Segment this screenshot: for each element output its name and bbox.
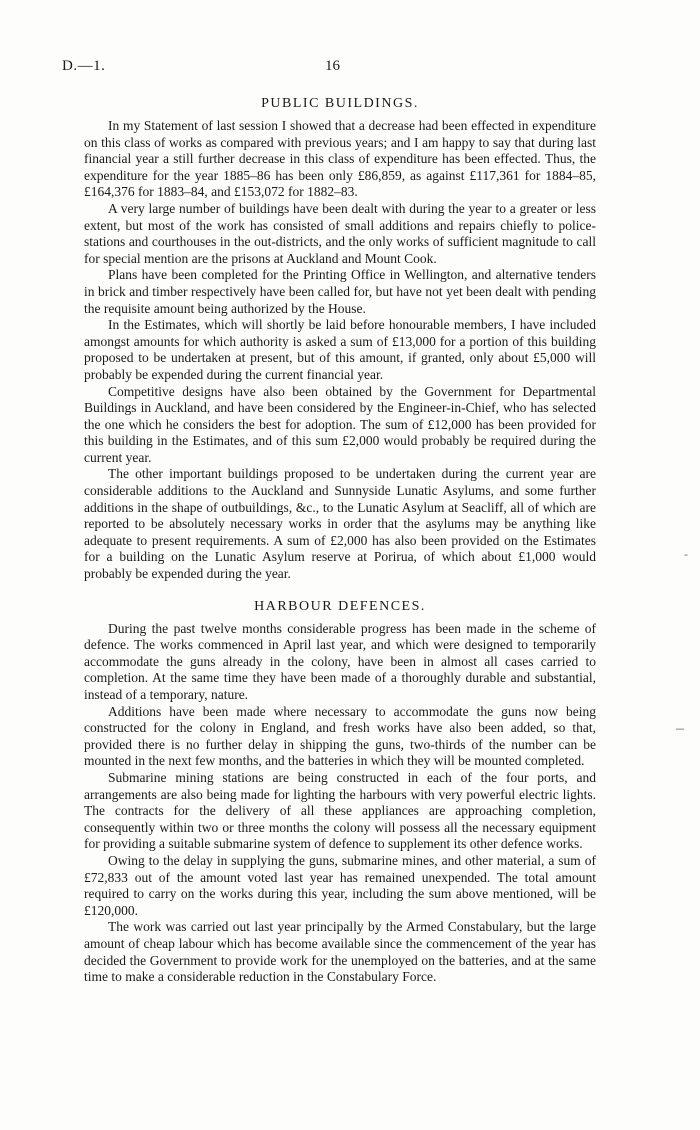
paragraph: Plans have been completed for the Printing Office in Wellington, and alternative tenders in brick and timber respectively have been called for, but have not yet been dealt with pending the requisite amount being authorized by the House. xyxy=(84,267,596,316)
page-number: 16 xyxy=(325,58,340,74)
paragraph: The work was carried out last year principally by the Armed Constabulary, but the large amount of cheap labour which has become available since the commencement of the year has decided the Government to provide work for the unemployed on the batteries, and at the same time to make a considerable reduction in the Constabulary Force. xyxy=(84,919,596,985)
paragraph: In the Estimates, which will shortly be laid before honourable members, I have included amongst amounts for which authority is asked a sum of £13,000 for a portion of this building proposed to be undertaken at present, but of this amount, if granted, only about £5,000 will probably be expended during the current financial year. xyxy=(84,317,596,382)
page-body xyxy=(84,96,596,986)
paragraph: Competitive designs have also been obtained by the Government for Departmental Buildings in Auckland, and have been considered by the Engineer-in-Chief, who has selected the one which he considers the best for adoption. The sum of £12,000 has been provided for this building in the Estimates, and of this sum £2,000 would probably be required during the current year. xyxy=(84,383,596,465)
paragraph: Submarine mining stations are being constructed in each of the four ports, and arrangements are also being made for lighting the harbours with very powerful electric lights. The contracts for the delivery of all these appliances are approaching completion, consequently within two or three months the colony will possess all the necessary equipment for providing a suitable submarine system of defence to supplement its other defence works. xyxy=(84,769,596,852)
paragraph: During the past twelve months considerable progress has been made in the scheme of defence. The works commenced in April last year, and which were designed to temporarily accommodate the guns already in the colony, have been in almost all cases carried to completion. At the same time they have been made of a thoroughly durable and substantial, instead of a temporary, nature. xyxy=(84,620,596,702)
margin-mark: - xyxy=(684,547,688,561)
section-harbour-defences xyxy=(84,599,596,986)
section-title: HARBOUR DEFENCES. xyxy=(254,598,426,614)
document-reference: D.—1. xyxy=(62,58,106,74)
section-public-buildings xyxy=(84,96,596,583)
paragraph: Owing to the delay in supplying the guns, submarine mines, and other material, a sum of £72,833 out of the amount voted last year has remained unexpended. The total amount required to carry on the works during this year, including the sum above mentioned, will be £120,000. xyxy=(84,852,596,918)
paragraph: In my Statement of last session I showed that a decrease had been effected in expenditure on this class of works as compared with previous years; and I am happy to say that during last financial year a still further decrease in this class of expenditure has been effected. Thus, the expenditure for the year 1885–86 has been only £86,859, as against £117,361 for 1884–85, £164,376 for 1883–84, and £153,072 for 1882–83. xyxy=(84,118,596,200)
paragraph: The other important buildings proposed to be undertaken during the current year are considerable additions to the Auckland and Sunnyside Lunatic Asylums, and some further additions in the shape of outbuildings, &c., to the Lunatic Asylum at Seacliff, all of which are reported to be absolutely necessary works in order that the asylums may be anything like adequate to present requirements. A sum of £2,000 has also been provided on the Estimates for a building on the Lunatic Asylum reserve at Porirua, of which about £1,000 would probably be expended during the year. xyxy=(84,466,596,582)
paragraph: Additions have been made where necessary to accommodate the guns now being constructed for the colony in England, and fresh works have also been added, so that, provided there is no further delay in shipping the guns, two-thirds of the number can be mounted in the next few months, and the batteries in which they will be mounted completed. xyxy=(84,703,596,769)
margin-mark: – xyxy=(676,720,684,737)
section-title: PUBLIC BUILDINGS. xyxy=(261,96,419,111)
paragraph: A very large number of buildings have been dealt with during the year to a greater or less extent, but most of the work has consisted of small additions and repairs chiefly to police-stations and courthouses in the out-districts, and the only works of sufficient magnitude to call for special mention are the prisons at Auckland and Mount Cook. xyxy=(84,200,596,266)
